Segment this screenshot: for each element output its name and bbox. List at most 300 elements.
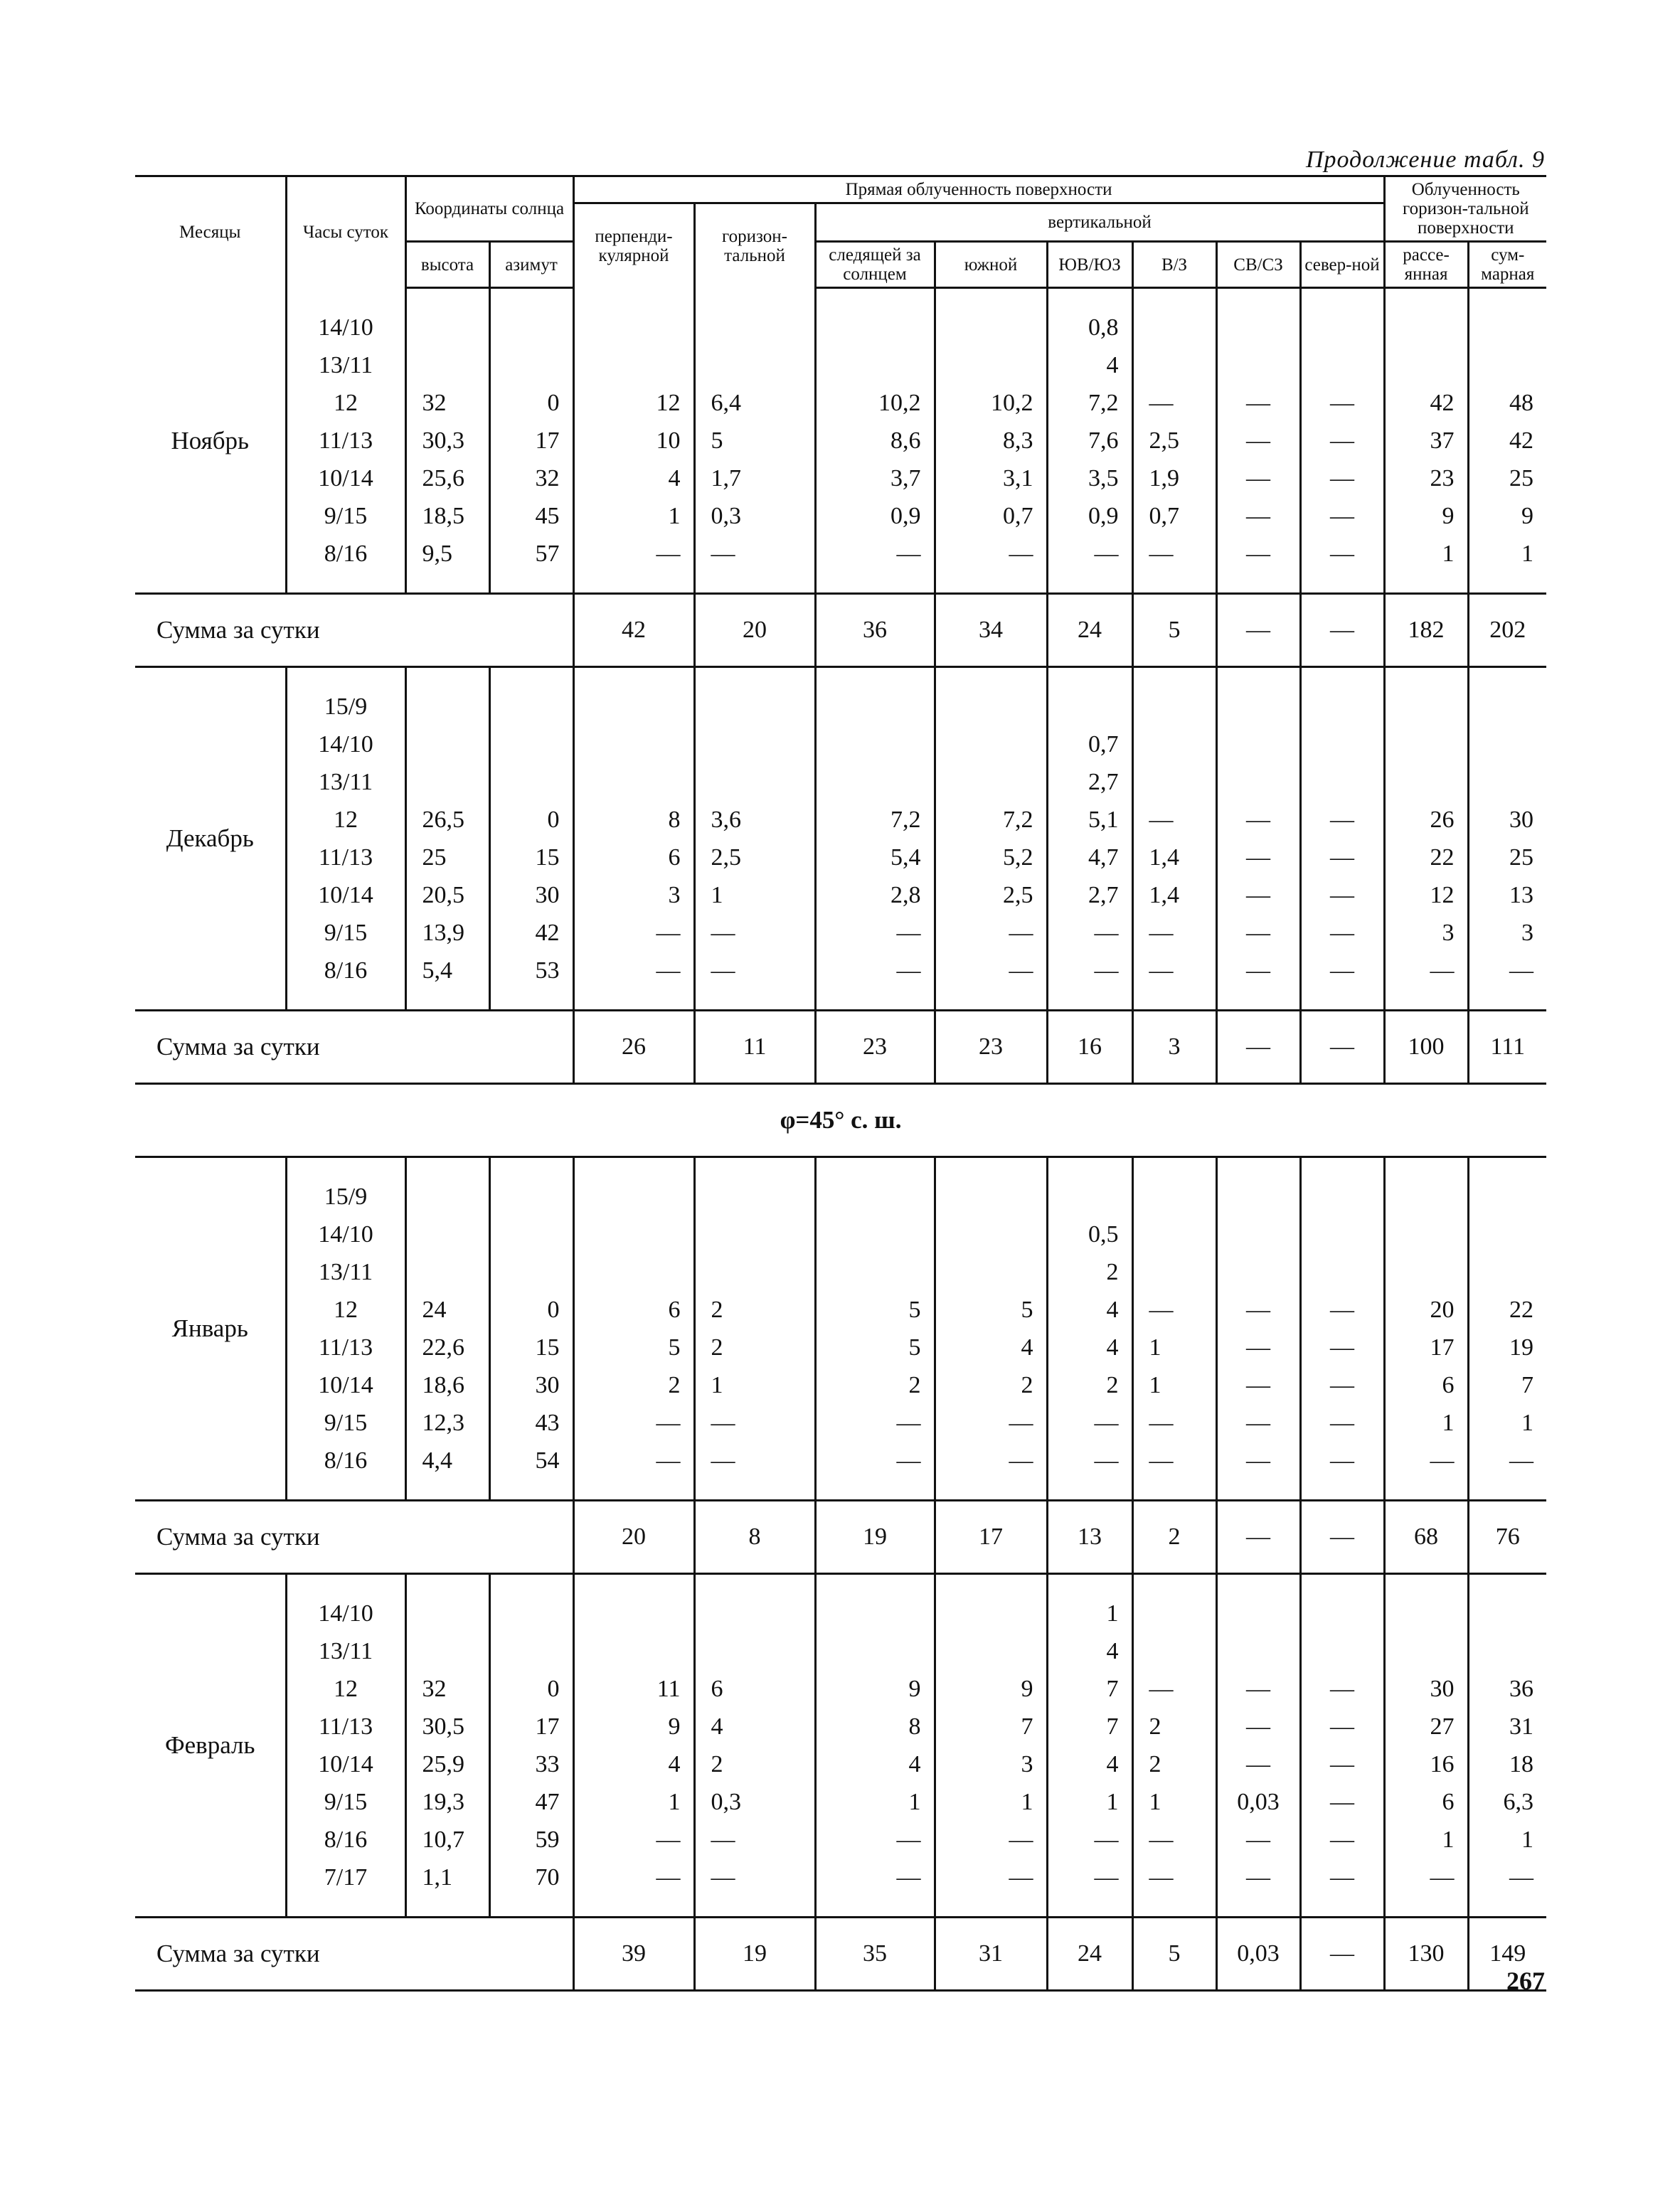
spacer-cell bbox=[1384, 288, 1468, 309]
spacer-row bbox=[135, 989, 1546, 1011]
sum-cell: 19 bbox=[694, 1918, 815, 1991]
table-cell: 32 bbox=[489, 459, 573, 497]
table-cell: 9 bbox=[1468, 497, 1546, 535]
sum-row bbox=[135, 1011, 1546, 1084]
table-cell bbox=[1300, 346, 1384, 384]
table-cell: 4 bbox=[573, 459, 694, 497]
table-cell: 13 bbox=[1468, 876, 1546, 914]
sum-cell: 24 bbox=[1047, 1918, 1132, 1991]
table-cell: 30,3 bbox=[405, 422, 489, 459]
spacer-cell bbox=[1216, 989, 1300, 1011]
table-cell bbox=[815, 688, 935, 725]
table-cell: 7,2 bbox=[815, 801, 935, 839]
table-cell bbox=[1132, 309, 1216, 346]
table-cell: — bbox=[935, 952, 1047, 989]
header-months: Месяцы bbox=[135, 176, 286, 288]
table-cell bbox=[1216, 763, 1300, 801]
spacer-cell bbox=[1384, 1479, 1468, 1501]
table-cell: 2 bbox=[1132, 1708, 1216, 1745]
table-cell: — bbox=[1300, 497, 1384, 535]
sum-row bbox=[135, 1501, 1546, 1574]
table-cell: 9 bbox=[573, 1708, 694, 1745]
table-cell: 0,8 bbox=[1047, 309, 1132, 346]
table-cell: — bbox=[1300, 1442, 1384, 1479]
table-cell bbox=[573, 1216, 694, 1253]
table-cell bbox=[489, 1253, 573, 1291]
table-cell bbox=[1216, 1632, 1300, 1670]
spacer-cell bbox=[1384, 989, 1468, 1011]
table-cell bbox=[935, 1178, 1047, 1216]
table-cell: 6,3 bbox=[1468, 1783, 1546, 1821]
table-cell: — bbox=[1216, 1291, 1300, 1329]
table-cell: 2,5 bbox=[1132, 422, 1216, 459]
table-caption: Продолжение табл. 9 bbox=[1305, 147, 1545, 173]
table-cell: — bbox=[1300, 1366, 1384, 1404]
table-cell: 36 bbox=[1468, 1670, 1546, 1708]
table-cell: — bbox=[1300, 459, 1384, 497]
table-cell: — bbox=[573, 952, 694, 989]
table-cell: — bbox=[1468, 1859, 1546, 1896]
spacer-cell bbox=[1468, 1574, 1546, 1595]
spacer-cell bbox=[1047, 1896, 1132, 1918]
table-cell: — bbox=[573, 1404, 694, 1442]
table-row bbox=[135, 497, 1546, 535]
spacer-cell bbox=[1216, 288, 1300, 309]
table-row bbox=[135, 1632, 1546, 1670]
spacer-cell bbox=[286, 1896, 405, 1918]
table-cell: 5,4 bbox=[815, 839, 935, 876]
spacer-row bbox=[135, 288, 1546, 309]
table-cell: 12 bbox=[286, 1291, 405, 1329]
sum-cell: 39 bbox=[573, 1918, 694, 1991]
table-cell bbox=[1300, 688, 1384, 725]
header-horizontal: горизон-тальной bbox=[694, 203, 815, 288]
table-row bbox=[135, 1253, 1546, 1291]
table-cell bbox=[1468, 1253, 1546, 1291]
table-cell bbox=[1468, 725, 1546, 763]
month-label: Ноябрь bbox=[171, 426, 249, 454]
table-cell: — bbox=[1216, 422, 1300, 459]
header-altitude: высота bbox=[405, 242, 489, 288]
table-cell bbox=[935, 688, 1047, 725]
table-cell: — bbox=[1132, 952, 1216, 989]
table-cell: 54 bbox=[489, 1442, 573, 1479]
table-cell: — bbox=[694, 1821, 815, 1859]
table-cell bbox=[489, 763, 573, 801]
table-cell bbox=[1384, 1178, 1468, 1216]
spacer-cell bbox=[935, 667, 1047, 689]
table-row bbox=[135, 1708, 1546, 1745]
table-cell bbox=[405, 763, 489, 801]
spacer-cell bbox=[135, 1574, 286, 1595]
table-cell: 3 bbox=[573, 876, 694, 914]
table-cell: — bbox=[1216, 1329, 1300, 1366]
table-cell: 8,3 bbox=[935, 422, 1047, 459]
table-cell: 13,9 bbox=[405, 914, 489, 952]
table-cell bbox=[573, 1253, 694, 1291]
table-cell: — bbox=[815, 1859, 935, 1896]
table-cell: 48 bbox=[1468, 384, 1546, 422]
table-cell: — bbox=[573, 535, 694, 573]
table-cell: — bbox=[1216, 1670, 1300, 1708]
table-cell bbox=[405, 346, 489, 384]
table-cell: 8 bbox=[573, 801, 694, 839]
table-cell: — bbox=[1216, 1366, 1300, 1404]
spacer-cell bbox=[935, 989, 1047, 1011]
table-cell: 70 bbox=[489, 1859, 573, 1896]
table-cell: 4 bbox=[573, 1745, 694, 1783]
table-cell: 12 bbox=[1384, 876, 1468, 914]
table-cell: — bbox=[1216, 914, 1300, 952]
table-cell bbox=[405, 1253, 489, 1291]
spacer-cell bbox=[1132, 667, 1216, 689]
table-cell: 1 bbox=[815, 1783, 935, 1821]
spacer-cell bbox=[694, 989, 815, 1011]
table-cell: — bbox=[1216, 535, 1300, 573]
table-cell: 32 bbox=[405, 384, 489, 422]
spacer-cell bbox=[694, 1896, 815, 1918]
sum-cell: 35 bbox=[815, 1918, 935, 1991]
table-cell: 0 bbox=[489, 801, 573, 839]
table-cell: 33 bbox=[489, 1745, 573, 1783]
table-row bbox=[135, 725, 1546, 763]
spacer-cell bbox=[1216, 573, 1300, 594]
table-cell: 4 bbox=[815, 1745, 935, 1783]
spacer-cell bbox=[1468, 1157, 1546, 1179]
spacer-cell bbox=[489, 1574, 573, 1595]
table-cell: — bbox=[815, 1404, 935, 1442]
table-cell: 11 bbox=[573, 1670, 694, 1708]
table-row bbox=[135, 1216, 1546, 1253]
sum-cell: 24 bbox=[1047, 594, 1132, 667]
table-cell: 8,6 bbox=[815, 422, 935, 459]
spacer-cell bbox=[286, 573, 405, 594]
table-cell: — bbox=[1047, 535, 1132, 573]
table-cell bbox=[694, 688, 815, 725]
table-row bbox=[135, 1442, 1546, 1479]
page-number: 267 bbox=[1506, 1967, 1545, 1995]
table-cell: 6 bbox=[573, 1291, 694, 1329]
table-cell: 1 bbox=[573, 497, 694, 535]
table-cell: 10,2 bbox=[815, 384, 935, 422]
table-cell: — bbox=[1047, 1442, 1132, 1479]
table-cell: 22 bbox=[1384, 839, 1468, 876]
sum-label: Сумма за сутки bbox=[135, 1501, 573, 1574]
table-cell: — bbox=[1047, 1821, 1132, 1859]
table-cell: 1,4 bbox=[1132, 876, 1216, 914]
table-cell bbox=[1132, 1178, 1216, 1216]
table-cell: 9,5 bbox=[405, 535, 489, 573]
table-cell: — bbox=[1300, 422, 1384, 459]
table-cell: — bbox=[1300, 1708, 1384, 1745]
table-cell bbox=[1384, 346, 1468, 384]
spacer-cell bbox=[815, 1479, 935, 1501]
table-cell: 4 bbox=[1047, 1291, 1132, 1329]
table-row bbox=[135, 801, 1546, 839]
spacer-cell bbox=[1132, 1479, 1216, 1501]
table-cell: — bbox=[694, 914, 815, 952]
spacer-cell bbox=[1047, 1479, 1132, 1501]
table-cell: 18 bbox=[1468, 1745, 1546, 1783]
spacer-cell bbox=[1047, 1157, 1132, 1179]
spacer-cell bbox=[1132, 288, 1216, 309]
table-cell: — bbox=[1132, 1442, 1216, 1479]
table-cell bbox=[1384, 1632, 1468, 1670]
table-row bbox=[135, 346, 1546, 384]
table-row bbox=[135, 839, 1546, 876]
table-cell: 4 bbox=[1047, 1632, 1132, 1670]
spacer-cell bbox=[489, 1896, 573, 1918]
spacer-cell bbox=[1300, 1574, 1384, 1595]
table-cell: — bbox=[1132, 801, 1216, 839]
table-cell: 1 bbox=[1384, 1821, 1468, 1859]
table-cell: 26,5 bbox=[405, 801, 489, 839]
sum-cell: 130 bbox=[1384, 1918, 1468, 1991]
table-cell bbox=[1216, 1216, 1300, 1253]
table-cell: — bbox=[1468, 1442, 1546, 1479]
table-cell: 30 bbox=[489, 1366, 573, 1404]
table-cell bbox=[1132, 346, 1216, 384]
spacer-cell bbox=[815, 1157, 935, 1179]
table-cell bbox=[935, 1632, 1047, 1670]
table-cell: — bbox=[1216, 1745, 1300, 1783]
table-body bbox=[135, 288, 1546, 1991]
spacer-cell bbox=[573, 1157, 694, 1179]
table-cell: 5,2 bbox=[935, 839, 1047, 876]
sum-cell: — bbox=[1300, 1011, 1384, 1084]
spacer-cell bbox=[573, 1896, 694, 1918]
table-cell: — bbox=[935, 1821, 1047, 1859]
table-cell: — bbox=[1300, 384, 1384, 422]
table-cell bbox=[573, 309, 694, 346]
table-cell: 0 bbox=[489, 384, 573, 422]
table-cell bbox=[1468, 1216, 1546, 1253]
table-cell: 2,7 bbox=[1047, 763, 1132, 801]
table-cell: 7,2 bbox=[935, 801, 1047, 839]
spacer-cell bbox=[573, 667, 694, 689]
spacer-cell bbox=[1132, 1574, 1216, 1595]
table-cell bbox=[1300, 1178, 1384, 1216]
spacer-cell bbox=[286, 1479, 405, 1501]
spacer-cell bbox=[1132, 1896, 1216, 1918]
table-cell: 1 bbox=[1047, 1595, 1132, 1632]
table-cell: 0,7 bbox=[1132, 497, 1216, 535]
table-cell: 4 bbox=[1047, 1745, 1132, 1783]
table-cell bbox=[1216, 1253, 1300, 1291]
table-cell: 1 bbox=[1468, 1821, 1546, 1859]
table-cell: 25,6 bbox=[405, 459, 489, 497]
sum-cell: 5 bbox=[1132, 1918, 1216, 1991]
table-cell: — bbox=[1047, 952, 1132, 989]
table-cell: 1,9 bbox=[1132, 459, 1216, 497]
table-cell: — bbox=[1300, 1329, 1384, 1366]
spacer-cell bbox=[405, 1896, 489, 1918]
sum-cell: 16 bbox=[1047, 1011, 1132, 1084]
sum-cell: 23 bbox=[935, 1011, 1047, 1084]
table-cell: 9/15 bbox=[286, 497, 405, 535]
table-cell: 9/15 bbox=[286, 1783, 405, 1821]
table-cell bbox=[573, 1178, 694, 1216]
spacer-cell bbox=[489, 288, 573, 309]
table-cell bbox=[573, 688, 694, 725]
table-cell bbox=[405, 688, 489, 725]
table-cell bbox=[1468, 1178, 1546, 1216]
table-cell bbox=[694, 725, 815, 763]
table-cell bbox=[1216, 725, 1300, 763]
table-cell: 0,9 bbox=[1047, 497, 1132, 535]
table-cell: 18,6 bbox=[405, 1366, 489, 1404]
table-row bbox=[135, 384, 1546, 422]
table-cell bbox=[573, 1632, 694, 1670]
table-cell bbox=[1468, 763, 1546, 801]
table-cell bbox=[815, 1632, 935, 1670]
table-cell bbox=[489, 1632, 573, 1670]
spacer-row bbox=[135, 1896, 1546, 1918]
table-cell: 26 bbox=[1384, 801, 1468, 839]
table-cell bbox=[405, 309, 489, 346]
table-cell bbox=[1300, 1216, 1384, 1253]
table-cell: 1 bbox=[1384, 1404, 1468, 1442]
table-cell: 9/15 bbox=[286, 914, 405, 952]
table-cell: 0,7 bbox=[1047, 725, 1132, 763]
table-cell bbox=[489, 346, 573, 384]
table-cell: 4 bbox=[935, 1329, 1047, 1366]
table-row bbox=[135, 459, 1546, 497]
solar-irradiance-table bbox=[135, 175, 1546, 1992]
sum-cell: 3 bbox=[1132, 1011, 1216, 1084]
spacer-cell bbox=[573, 288, 694, 309]
spacer-cell bbox=[1300, 1479, 1384, 1501]
table-cell: 5 bbox=[815, 1291, 935, 1329]
table-cell bbox=[1132, 1595, 1216, 1632]
spacer-cell bbox=[573, 1479, 694, 1501]
table-cell bbox=[935, 1595, 1047, 1632]
table-cell bbox=[489, 725, 573, 763]
sum-cell: 0,03 bbox=[1216, 1918, 1300, 1991]
table-cell bbox=[694, 1253, 815, 1291]
table-cell: 6 bbox=[1384, 1366, 1468, 1404]
spacer-cell bbox=[935, 1574, 1047, 1595]
header-diffuse: рассе-янная bbox=[1384, 242, 1468, 288]
table-cell: — bbox=[1300, 839, 1384, 876]
table-cell: 6 bbox=[694, 1670, 815, 1708]
spacer-cell bbox=[489, 573, 573, 594]
header-north: север-ной bbox=[1300, 242, 1384, 288]
table-cell bbox=[694, 346, 815, 384]
table-cell: — bbox=[1132, 384, 1216, 422]
table-cell: 4 bbox=[1047, 346, 1132, 384]
table-cell bbox=[1384, 725, 1468, 763]
table-cell: 57 bbox=[489, 535, 573, 573]
header-horiz-irradiance: Облученность горизон-тальной поверхности bbox=[1384, 176, 1546, 242]
table-cell: 9 bbox=[935, 1670, 1047, 1708]
table-row bbox=[135, 914, 1546, 952]
table-cell: — bbox=[1300, 535, 1384, 573]
table-cell bbox=[694, 763, 815, 801]
spacer-cell bbox=[286, 1574, 405, 1595]
spacer-cell bbox=[135, 573, 286, 594]
spacer-cell bbox=[1047, 288, 1132, 309]
spacer-cell bbox=[135, 288, 286, 309]
spacer-cell bbox=[1468, 667, 1546, 689]
table-cell: 11/13 bbox=[286, 839, 405, 876]
table-cell bbox=[815, 309, 935, 346]
table-row bbox=[135, 1745, 1546, 1783]
spacer-cell bbox=[694, 288, 815, 309]
spacer-cell bbox=[405, 288, 489, 309]
spacer-cell bbox=[1216, 1157, 1300, 1179]
table-cell: 30,5 bbox=[405, 1708, 489, 1745]
table-cell: 13/11 bbox=[286, 1253, 405, 1291]
spacer-cell bbox=[405, 1157, 489, 1179]
spacer-cell bbox=[694, 1479, 815, 1501]
sum-cell: 76 bbox=[1468, 1501, 1546, 1574]
table-row bbox=[135, 688, 1546, 725]
table-cell: 2 bbox=[815, 1366, 935, 1404]
table-cell: — bbox=[1132, 1859, 1216, 1896]
table-cell: 3,7 bbox=[815, 459, 935, 497]
table-cell bbox=[815, 1253, 935, 1291]
table-cell bbox=[1384, 309, 1468, 346]
spacer-cell bbox=[815, 1574, 935, 1595]
table-cell: — bbox=[1216, 459, 1300, 497]
table-cell: 8 bbox=[815, 1708, 935, 1745]
table-cell: 3,1 bbox=[935, 459, 1047, 497]
table-cell bbox=[405, 1216, 489, 1253]
spacer-cell bbox=[573, 1574, 694, 1595]
table-cell: 14/10 bbox=[286, 1595, 405, 1632]
table-cell: 37 bbox=[1384, 422, 1468, 459]
table-cell: 13/11 bbox=[286, 1632, 405, 1670]
table-cell bbox=[1468, 688, 1546, 725]
table-cell: 10 bbox=[573, 422, 694, 459]
table-header bbox=[135, 176, 1546, 288]
sum-cell: 2 bbox=[1132, 1501, 1216, 1574]
table-cell: 10/14 bbox=[286, 876, 405, 914]
table-cell: 2 bbox=[935, 1366, 1047, 1404]
table-cell bbox=[489, 1178, 573, 1216]
table-cell bbox=[935, 346, 1047, 384]
table-cell: 4,7 bbox=[1047, 839, 1132, 876]
table-cell: 1 bbox=[694, 1366, 815, 1404]
spacer-cell bbox=[935, 288, 1047, 309]
table-cell bbox=[1384, 1595, 1468, 1632]
table-cell bbox=[1132, 1253, 1216, 1291]
table-cell: 2 bbox=[694, 1329, 815, 1366]
table-cell: 9 bbox=[1384, 497, 1468, 535]
table-cell: — bbox=[1300, 1291, 1384, 1329]
table-cell: 15/9 bbox=[286, 1178, 405, 1216]
table-cell: 3,6 bbox=[694, 801, 815, 839]
spacer-cell bbox=[1300, 1896, 1384, 1918]
table-cell: — bbox=[1468, 952, 1546, 989]
table-cell bbox=[405, 1595, 489, 1632]
table-row bbox=[135, 1595, 1546, 1632]
table-cell: 0,3 bbox=[694, 1783, 815, 1821]
sum-cell: 31 bbox=[935, 1918, 1047, 1991]
table-cell: — bbox=[1216, 952, 1300, 989]
table-cell: — bbox=[1047, 1859, 1132, 1896]
table-cell: 2 bbox=[573, 1366, 694, 1404]
table-cell: 13/11 bbox=[286, 346, 405, 384]
table-cell: 24 bbox=[405, 1291, 489, 1329]
table-cell bbox=[1300, 1632, 1384, 1670]
table-cell bbox=[573, 763, 694, 801]
table-cell bbox=[1132, 688, 1216, 725]
table-cell: 1 bbox=[694, 876, 815, 914]
table-cell bbox=[935, 725, 1047, 763]
table-cell: — bbox=[573, 1859, 694, 1896]
